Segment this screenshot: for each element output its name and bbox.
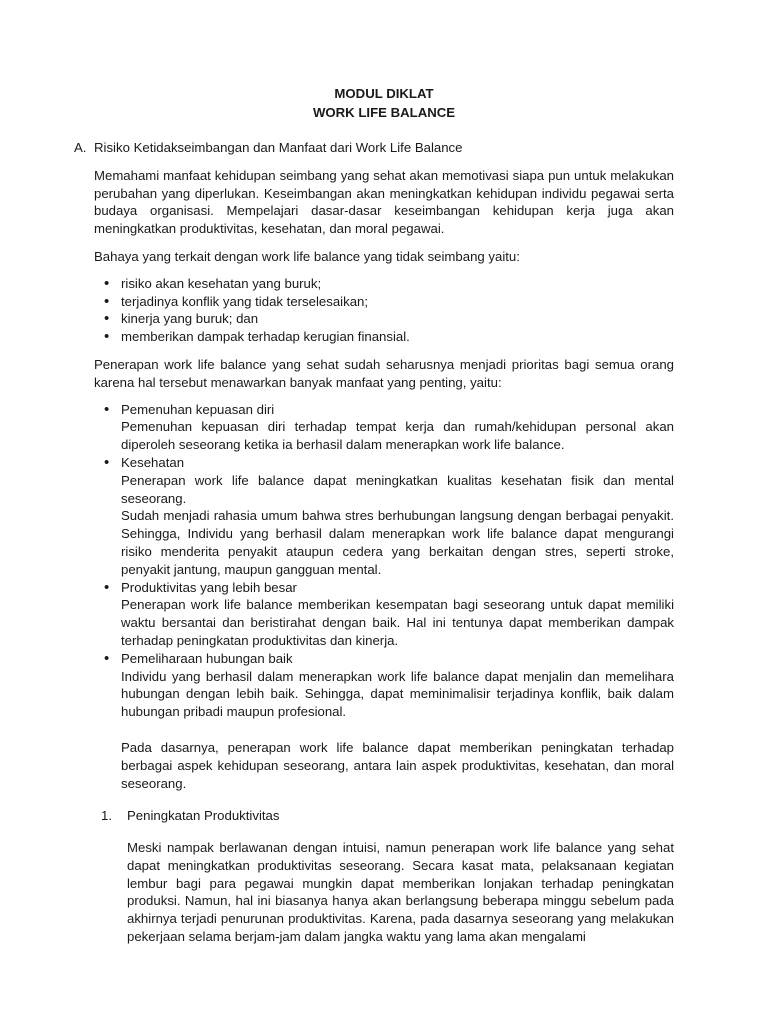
benefit-title: • Pemeliharaan hubungan baik — [121, 650, 293, 666]
paragraph-intro: Memahami manfaat kehidupan seimbang yang sehat akan memotivasi siapa pun untuk melakukan perubahan yang diperlukan. Keseimbangan akan meningkatkan kehidupan individu pegawai serta budaya organisasi. Mempelajari dasar-dasar keseimbangan kehidupan kerja juga akan meningkatkan produktivitas, kesehatan, dan moral pegawai. — [94, 167, 674, 237]
paragraph-benefits-intro: Penerapan work life balance yang sehat sudah seharusnya menjadi prioritas bagi semua orang karena hal tersebut menawarkan banyak manfaat yang penting, yaitu: — [94, 356, 674, 390]
subsection-1-number: 1. — [101, 808, 112, 824]
section-a-heading: Risiko Ketidakseimbangan dan Manfaat dari Work Life Balance — [94, 140, 463, 155]
benefit-title: • Kesehatan — [121, 454, 185, 470]
list-item — [94, 401, 674, 454]
list-item: • risiko akan kesehatan yang buruk; — [94, 275, 674, 293]
list-item: • memberikan dampak terhadap kerugian finansial. — [94, 328, 674, 346]
list-item: • terjadinya konflik yang tidak terselesaikan; — [94, 293, 674, 311]
benefit-title: • Pemenuhan kepuasan diri — [121, 401, 275, 417]
section-a-body — [94, 167, 674, 793]
benefit-title: • Produktivitas yang lebih besar — [121, 579, 297, 595]
benefit-text: Pemenuhan kepuasan diri terhadap tempat kerja dan rumah/kehidupan personal akan diperoleh seseorang ketika ia berhasil dalam menerapkan work life balance. — [121, 419, 674, 453]
paragraph-risks-intro: Bahaya yang terkait dengan work life balance yang tidak seimbang yaitu: — [94, 248, 520, 264]
list-item — [94, 454, 674, 579]
list-item — [94, 650, 674, 721]
section-a-label: A. — [74, 140, 87, 155]
list-item: • kinerja yang buruk; dan — [94, 310, 674, 328]
list-item — [94, 579, 674, 650]
paragraph-summary: Pada dasarnya, penerapan work life balance dapat memberikan peningkatan terhadap berbagai aspek kehidupan seseorang, antara lain aspek produktivitas, kesehatan, dan moral seseorang. — [121, 739, 674, 791]
subsection-1-heading: Peningkatan Produktivitas — [127, 808, 280, 824]
subsection-1-paragraph: Meski nampak berlawanan dengan intuisi, namun penerapan work life balance yang sehat dapat meningkatkan produktivitas seseorang. Secara kasat mata, pelaksanaan kegiatan lembur bagi para pegawai mungkin dapat memberikan lonjakan terhadap peningkatan produksi. Namun, hal ini biasanya hanya akan berlangsung beberapa minggu sebelum pada akhirnya terjadi penurunan produktivitas. Karena, pada dasarnya seseorang yang melakukan pekerjaan selama berjam-jam dalam jangka waktu yang lama akan mengalami — [127, 840, 674, 945]
benefit-list — [94, 401, 674, 721]
subsection-1-heading-row — [101, 807, 674, 825]
document-title-line2: WORK LIFE BALANCE — [312, 105, 456, 120]
section-a-heading-row — [74, 139, 674, 157]
benefit-text: Penerapan work life balance dapat meningkatkan kualitas kesehatan fisik dan mental seseorang. — [121, 472, 674, 506]
document-title-line1: MODUL DIKLAT — [334, 86, 434, 101]
benefit-text-extra: Sudah menjadi rahasia umum bahwa stres berhubungan langsung dengan berbagai penyakit. Sehingga, Individu yang berhasil dalam menerapkan work life balance dapat mengurangi risiko menderita penyakit ataupun cedera yang berkaitan dengan stres, seperti stroke, penyakit jantung, maupun gangguan mental. — [121, 508, 674, 577]
risk-list — [94, 275, 674, 346]
benefit-text: Individu yang berhasil dalam menerapkan work life balance dapat menjalin dan memelihara hubungan dengan lebih baik. Sehingga, dapat meminimalisir terjadinya konflik, baik dalam hubungan pribadi maupun profesional. — [121, 668, 674, 720]
benefit-text: Penerapan work life balance memberikan kesempatan bagi seseorang untuk dapat memiliki waktu bersantai dan beristirahat dengan baik. Hal ini tentunya dapat memberikan dampak terhadap peningkatan produktivitas dan kinerja. — [121, 597, 674, 648]
